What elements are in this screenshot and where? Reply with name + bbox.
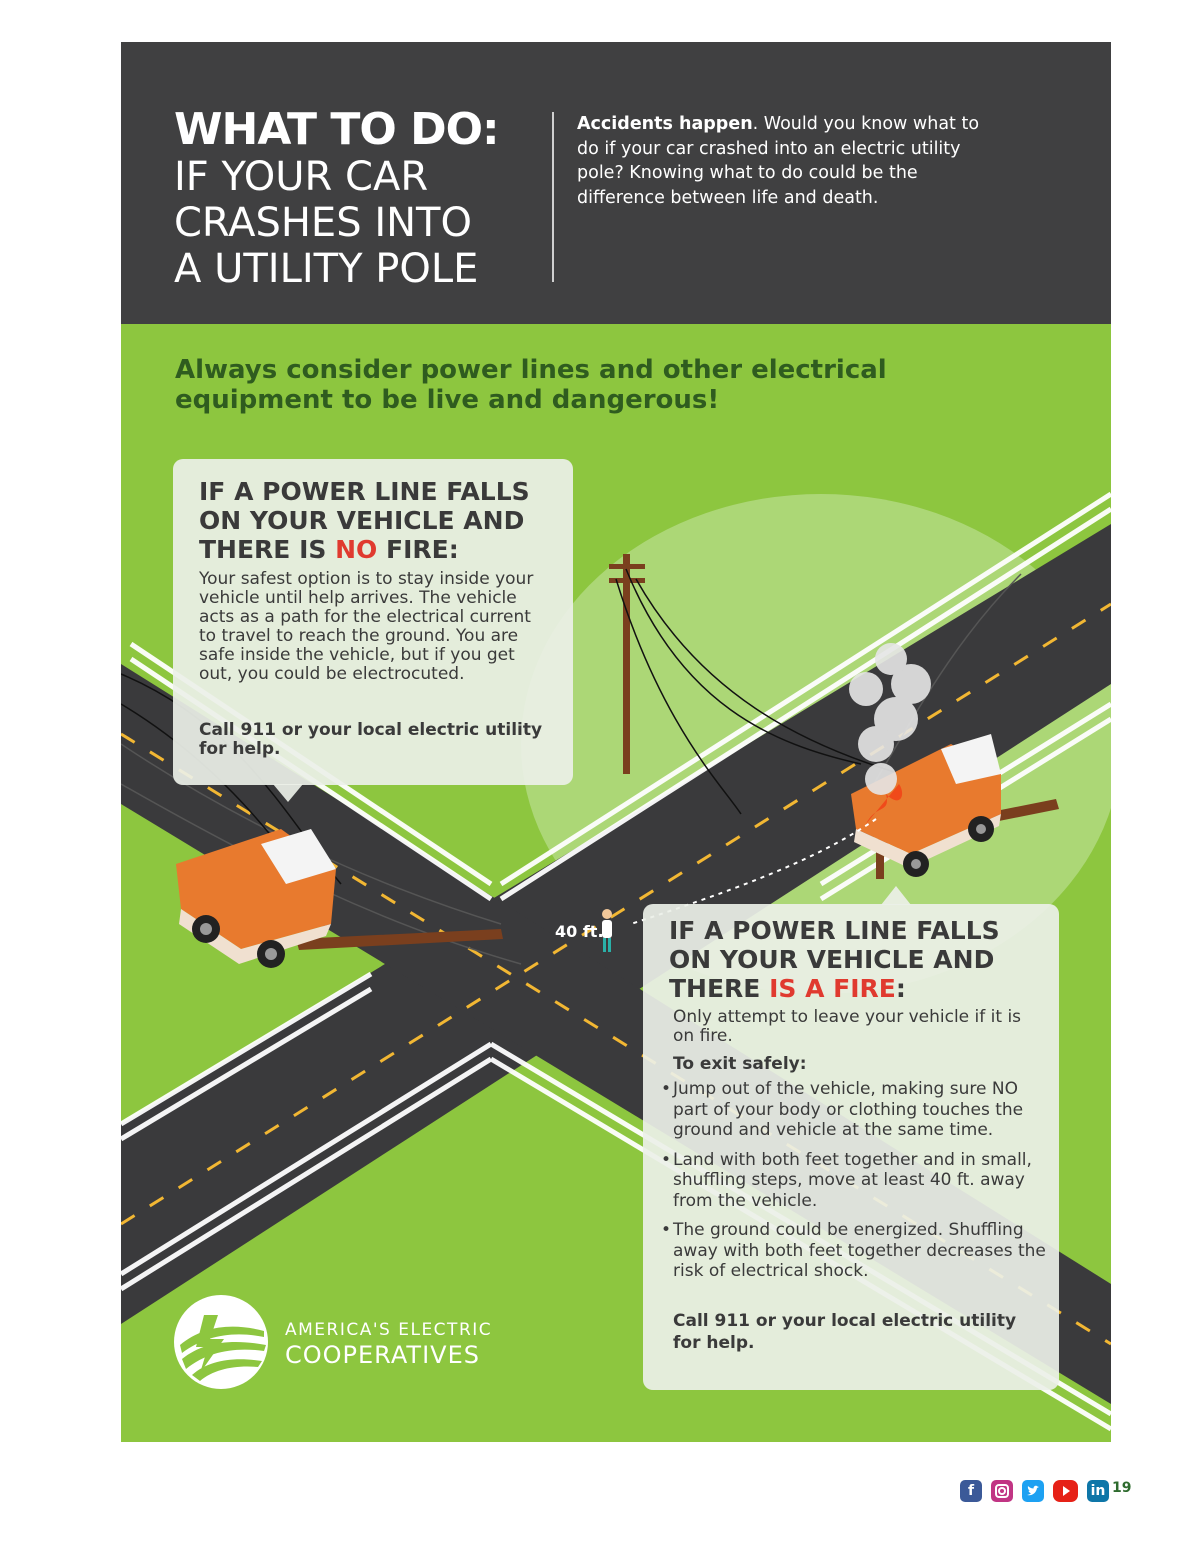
header-band (121, 42, 1111, 324)
youtube-icon[interactable] (1053, 1480, 1078, 1502)
social-icons-bar (960, 1479, 1131, 1503)
heading-emphasis: NO (335, 535, 378, 564)
facebook-icon[interactable]: f (960, 1480, 982, 1502)
intro-lead: Accidents happen (577, 114, 753, 134)
logo-line-2: COOPERATIVES (285, 1341, 480, 1369)
logo-line-1: AMERICA'S ELECTRIC (285, 1320, 493, 1340)
callout-no-fire (173, 459, 573, 785)
callout-pointer (273, 784, 303, 804)
list-item: • Jump out of the vehicle, making sure NO part of your body or clothing touches the ground and vehicle at the same time. (661, 1079, 1053, 1141)
exit-steps-list (661, 1079, 1053, 1291)
list-item: • Land with both feet together and in small, shuffling steps, move at least 40 ft. away from the vehicle. (661, 1150, 1053, 1212)
list-item: • The ground could be energized. Shuffling away with both feet together decreases the risk of electrical shock. (661, 1220, 1053, 1282)
header-divider (552, 112, 554, 282)
callout-fire-call: Call 911 or your local electric utility for help. (673, 1311, 1017, 1353)
title-line: IF YOUR CAR (174, 154, 429, 200)
pole-crossarm (609, 578, 645, 583)
page-number: 19 (1112, 1480, 1132, 1496)
callout-fire-heading (669, 916, 1049, 1003)
callout-fire-intro: Only attempt to leave your vehicle if it is on fire. (673, 1007, 1022, 1046)
title-what-to-do: WHAT TO DO: (174, 104, 499, 155)
intro-rest: . Would you know what to do if your car crashed into an electric utility pole? Knowing what to do could be the difference between life and death. (577, 114, 980, 208)
heading-emphasis: IS A FIRE (769, 974, 896, 1003)
logo-wordmark (285, 1319, 492, 1369)
callout-fire (643, 904, 1059, 1390)
heading-text: FIRE: (377, 535, 459, 564)
linkedin-icon[interactable]: in (1087, 1480, 1109, 1502)
callout-no-fire-body: Your safest option is to stay inside your vehicle until help arrives. The vehicle acts as a path for the electrical current to travel to reach the ground. You are safe inside the vehicle, but if you get out, you could be electrocuted. (199, 569, 534, 684)
distance-label: 40 ft. (555, 922, 604, 941)
intro-text (577, 112, 997, 210)
heading-text: : (895, 974, 906, 1003)
twitter-icon[interactable] (1022, 1480, 1044, 1502)
heading-text: IF A POWER LINE FALLS ON YOUR VEHICLE AND THERE (669, 916, 1000, 1003)
title-line: A UTILITY POLE (174, 246, 479, 292)
utility-pole (623, 554, 630, 774)
callout-no-fire-call: Call 911 or your local electric utility for help. (199, 720, 543, 759)
pole-crossarm (609, 564, 645, 569)
cooperatives-logo-icon (174, 1295, 268, 1389)
instagram-icon[interactable] (991, 1480, 1013, 1502)
callout-fire-subheading: To exit safely: (673, 1054, 807, 1074)
title-line: CRASHES INTO (174, 200, 472, 246)
title-subtitle (174, 154, 478, 292)
callout-no-fire-heading (199, 477, 559, 564)
callout-pointer (881, 885, 911, 905)
heading-text: IF A POWER LINE FALLS ON YOUR VEHICLE AND THERE IS (199, 477, 530, 564)
warning-headline: Always consider power lines and other electrical equipment to be live and dangerous! (175, 355, 887, 415)
infographic-poster (121, 42, 1111, 1442)
